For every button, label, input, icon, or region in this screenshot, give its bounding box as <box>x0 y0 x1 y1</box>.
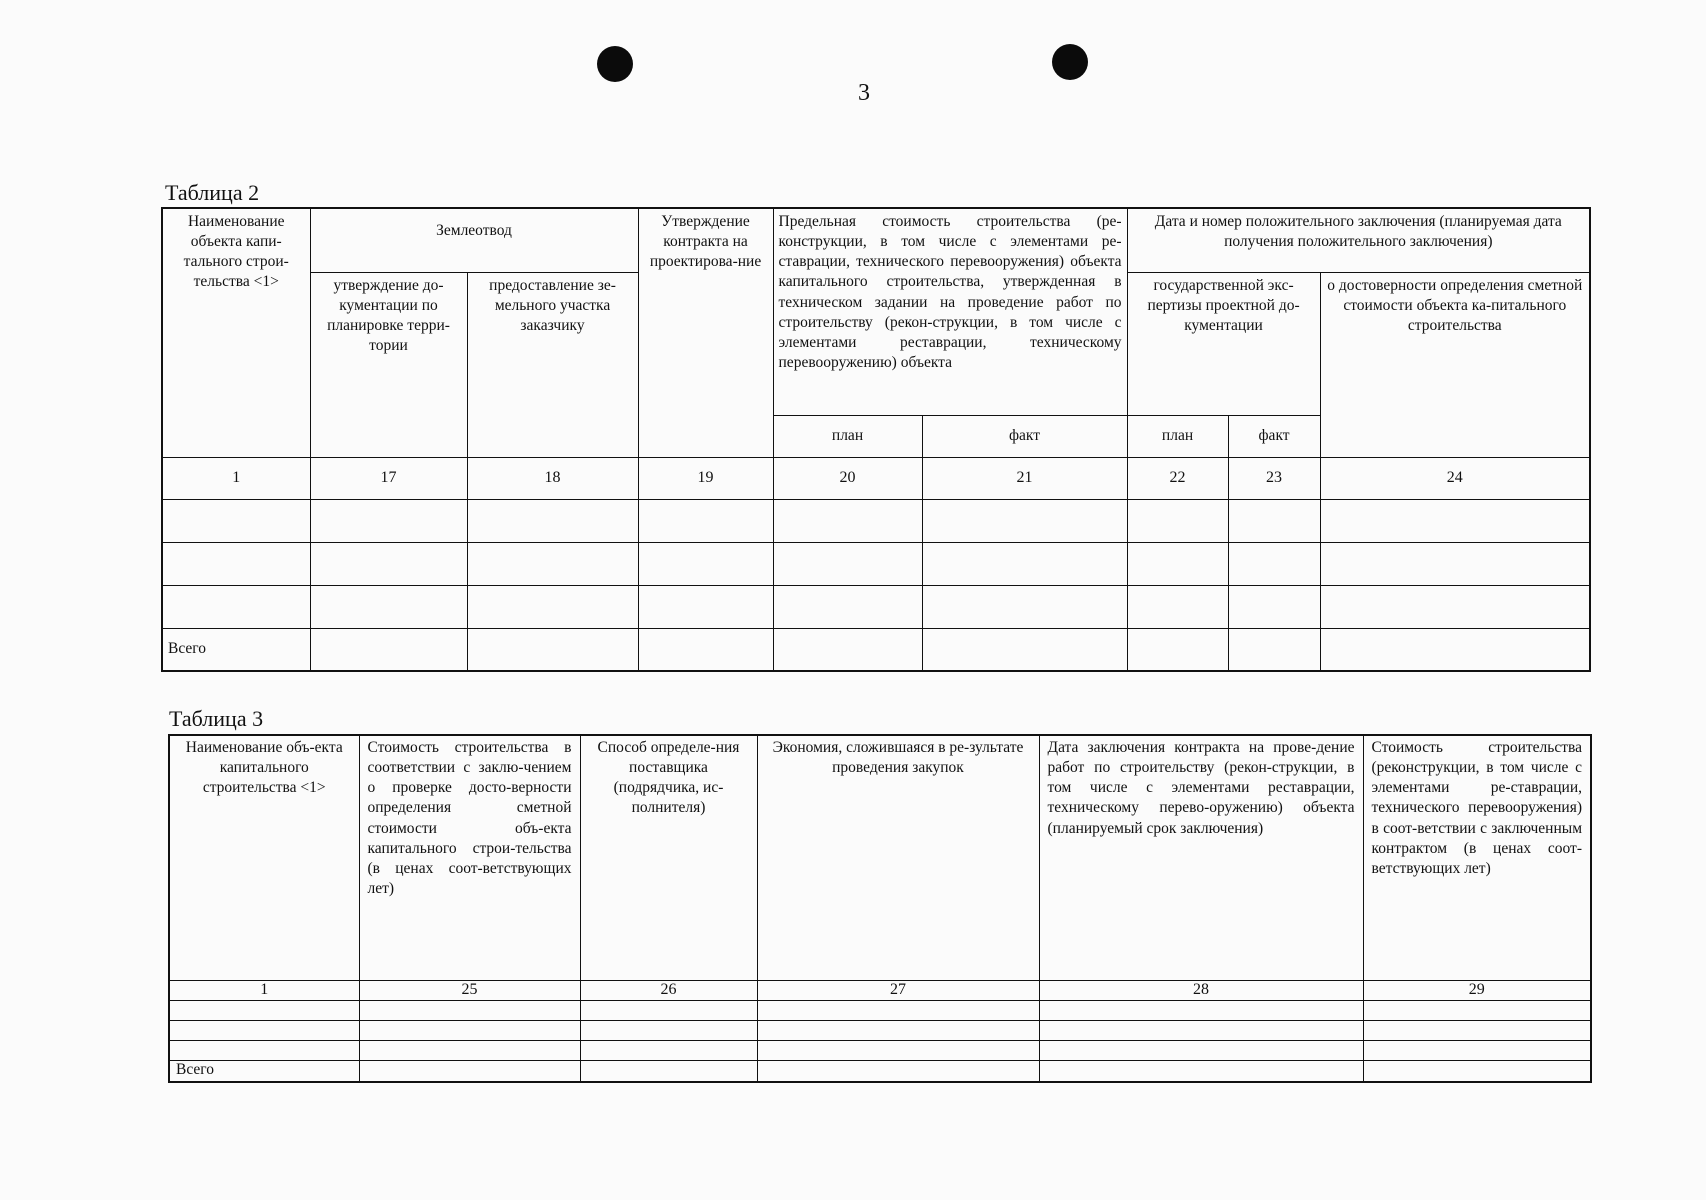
t2-header-expertise-plan: план <box>1127 415 1228 457</box>
t2-header-land-provision: предоставление зе-мельного участка заказчику <box>467 272 638 457</box>
t3-header-cost-per-contract: Стоимость строительства (реконструкции, в том числе с элементами ре-ставрации, технического перевооружения) в соот-ветствии с заключенным контрактом (в ценах соот-ветствующих лет) <box>1363 735 1591 980</box>
t3-colnum: 29 <box>1363 980 1591 1000</box>
t3-colnum: 1 <box>169 980 359 1000</box>
t2-colnum: 24 <box>1320 457 1590 499</box>
table3-caption: Таблица 3 <box>169 706 264 731</box>
t3-total-label: Всего <box>169 1060 359 1082</box>
t3-header-cost-per-conclusion: Стоимость строительства в соответствии с заклю-чением о проверке досто-верности определения сметной стоимости объ-екта капитального строи-тельства (в ценах соот-ветствующих лет) <box>359 735 580 980</box>
table3 <box>168 734 1592 1083</box>
t3-colnum: 27 <box>757 980 1039 1000</box>
t2-header-conclusion-date: Дата и номер положительного заключения (планируемая дата получения положительного заключения) <box>1127 208 1590 272</box>
t2-header-cost-fact: факт <box>922 415 1127 457</box>
t2-header-reliability: о достоверности определения сметной стоимости объекта ка-питального строительства <box>1320 272 1590 457</box>
t2-colnum: 22 <box>1127 457 1228 499</box>
t2-header-max-cost: Предельная стоимость строительства (ре-конструкции, в том числе с элементами ре-ставрации, технического перевооружения) объекта капитального строительства, утвержденная в техническом задании на проведение работ по строительству (рекон-струкции, в том числе с элементами реставрации, техническому перевооружению) объекта <box>773 208 1127 415</box>
t2-colnum: 17 <box>310 457 467 499</box>
t3-header-object-name: Наименование объ-екта капитального строительства <1> <box>169 735 359 980</box>
t2-colnum: 18 <box>467 457 638 499</box>
t2-header-land-allocation: Землеотвод <box>310 208 638 272</box>
t2-data-row <box>162 542 1590 585</box>
t3-data-row <box>169 1000 1591 1020</box>
t2-header-planning-docs: утверждение до-кументации по планировке терри-тории <box>310 272 467 457</box>
t2-colnum: 20 <box>773 457 922 499</box>
t3-column-numbers-row <box>169 980 1591 1000</box>
t2-total-row <box>162 628 1590 671</box>
t2-colnum: 21 <box>922 457 1127 499</box>
t2-header-object-name: Наименование объекта капи-тального строи-тельства <1> <box>162 208 310 457</box>
t3-header-supplier-method: Способ определе-ния поставщика (подрядчика, ис-полнителя) <box>580 735 757 980</box>
table2 <box>161 207 1591 672</box>
table2-caption: Таблица 2 <box>165 180 260 205</box>
t2-colnum: 23 <box>1228 457 1320 499</box>
t3-colnum: 28 <box>1039 980 1363 1000</box>
t3-colnum: 26 <box>580 980 757 1000</box>
t3-data-row <box>169 1040 1591 1060</box>
t2-column-numbers-row <box>162 457 1590 499</box>
t3-colnum: 25 <box>359 980 580 1000</box>
t3-total-row <box>169 1060 1591 1082</box>
t2-colnum: 1 <box>162 457 310 499</box>
t2-header-state-expertise: государственной экс-пертизы проектной до-кументации <box>1127 272 1320 415</box>
t2-data-row <box>162 499 1590 542</box>
t2-colnum: 19 <box>638 457 773 499</box>
t3-header-contract-date: Дата заключения контракта на прове-дение работ по строительству (рекон-струкции, в том числе с элементами реставрации, техническому перево-оружению) объекта (планируемый срок заключения) <box>1039 735 1363 980</box>
punch-hole-right <box>1052 44 1088 80</box>
t3-header-savings: Экономия, сложившаяся в ре-зультате проведения закупок <box>757 735 1039 980</box>
t2-header-contract-approval: Утверждение контракта на проектирова-ние <box>638 208 773 457</box>
t2-header-cost-plan: план <box>773 415 922 457</box>
t2-total-label: Всего <box>162 628 310 671</box>
t2-data-row <box>162 585 1590 628</box>
t3-data-row <box>169 1020 1591 1040</box>
t2-header-expertise-fact: факт <box>1228 415 1320 457</box>
punch-hole-left <box>597 46 633 82</box>
page-number: 3 <box>858 80 870 106</box>
